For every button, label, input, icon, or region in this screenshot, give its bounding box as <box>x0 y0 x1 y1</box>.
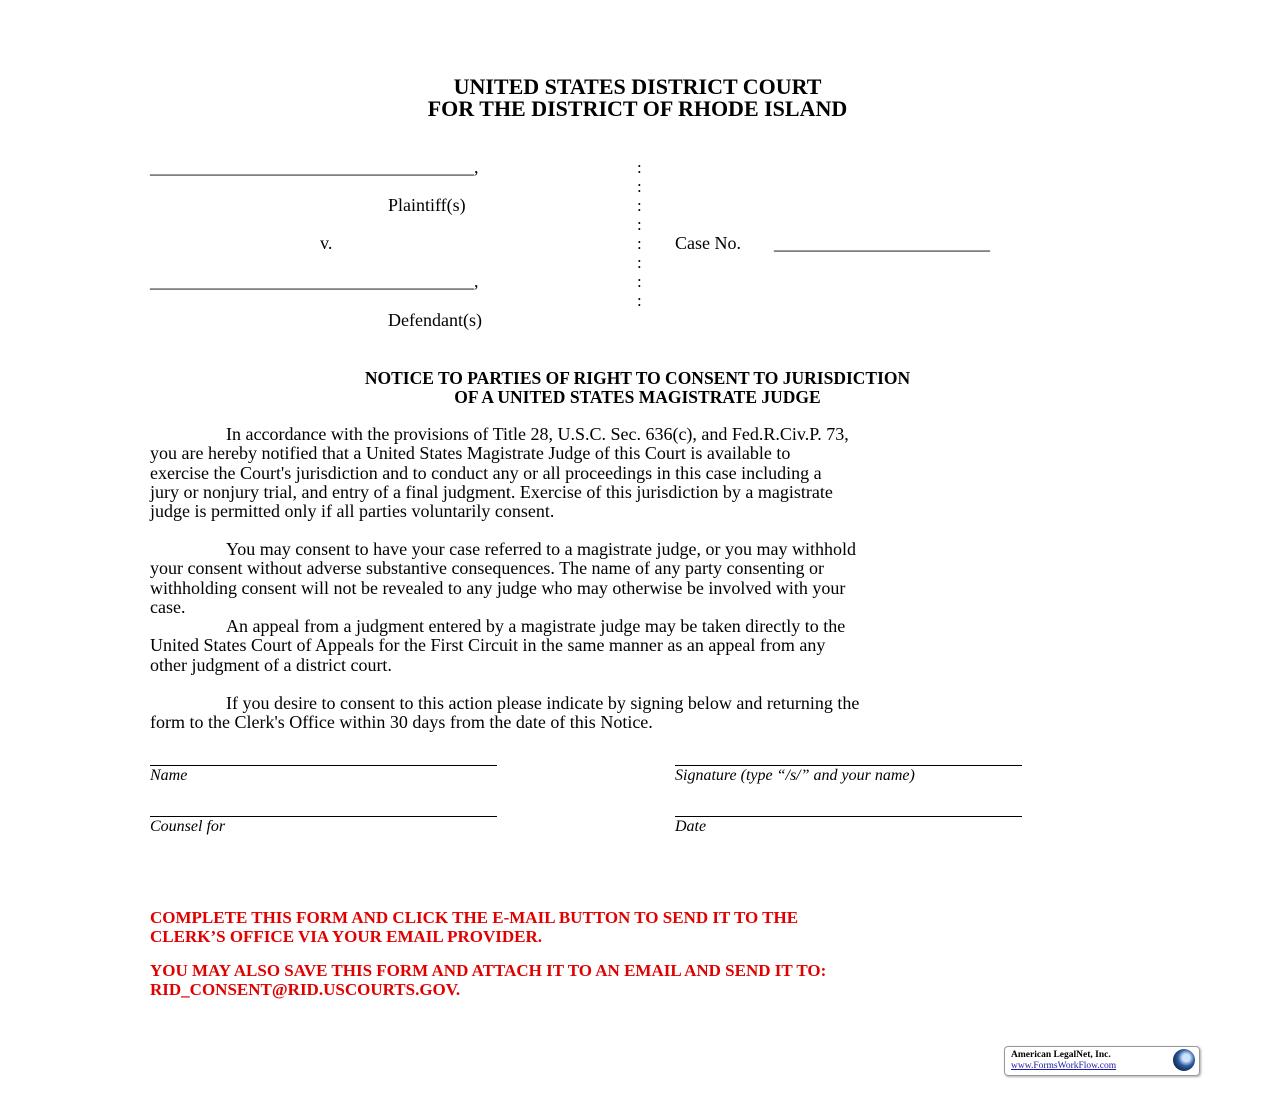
versus-label: v. <box>320 233 333 253</box>
instruction-email <box>150 908 798 946</box>
instruction-save <box>150 961 826 999</box>
text-line: judge is permitted only if all parties voluntarily consent. <box>150 501 555 522</box>
globe-icon <box>1173 1049 1195 1071</box>
caption-colon: : <box>637 177 642 196</box>
plaintiff-label: Plaintiff(s) <box>388 195 466 215</box>
counsel-for-label: Counsel for <box>150 818 226 835</box>
caption-colon: : <box>637 158 642 177</box>
text-line: United States Court of Appeals for the First Circuit in the same manner as an appeal from any <box>150 635 826 656</box>
caption-colon: : <box>637 196 642 215</box>
court-title-line2: FOR THE DISTRICT OF RHODE ISLAND <box>427 96 848 121</box>
counsel-for-field[interactable] <box>150 816 497 817</box>
name-field[interactable] <box>150 765 497 766</box>
court-title-line1: UNITED STATES DISTRICT COURT <box>453 74 822 99</box>
text-line: exercise the Court's jurisdiction and to conduct any or all proceedings in this case including a <box>150 462 822 483</box>
date-field[interactable] <box>675 816 1022 817</box>
text-line: form to the Clerk's Office within 30 days from the date of this Notice. <box>150 712 653 733</box>
caption-colon: : <box>637 272 642 291</box>
clerk-email-address: RID_CONSENT@RID.USCOURTS.GOV. <box>150 980 461 999</box>
notice-title-line1: NOTICE TO PARTIES OF RIGHT TO CONSENT TO JURISDICTION <box>364 368 911 388</box>
text-line: your consent without adverse substantive consequences. The name of any party consenting or <box>150 558 824 579</box>
caption-colon: : <box>637 253 642 272</box>
caption-colon: : <box>637 291 642 310</box>
text-line: withholding consent will not be revealed to any judge who may otherwise be involved with your <box>150 577 846 598</box>
signature-label: Signature (type “/s/” and your name) <box>675 767 915 784</box>
signature-field[interactable] <box>675 765 1022 766</box>
caption-colon: : <box>637 215 642 234</box>
text-line: you are hereby notified that a United States Magistrate Judge of this Court is available to <box>150 443 791 464</box>
text-line: If you desire to consent to this action please indicate by signing below and returning the <box>226 693 860 713</box>
text-line: case. <box>150 596 186 617</box>
instruction-line: CLERK’S OFFICE VIA YOUR EMAIL PROVIDER. <box>150 927 542 946</box>
logo-url-link[interactable]: www.FormsWorkFlow.com <box>1011 1061 1117 1071</box>
text-line: An appeal from a judgment entered by a magistrate judge may be taken directly to the <box>226 616 846 637</box>
instruction-line: YOU MAY ALSO SAVE THIS FORM AND ATTACH IT TO AN EMAIL AND SEND IT TO: <box>150 961 827 980</box>
paragraph-3 <box>150 694 859 733</box>
text-line: You may consent to have your case referred to a magistrate judge, or you may withhold <box>226 539 856 559</box>
case-number-field[interactable]: ________________________ <box>774 233 990 253</box>
caption-colon: : <box>637 234 642 253</box>
legalnet-logo[interactable] <box>1004 1046 1200 1076</box>
text-line: other judgment of a district court. <box>150 654 392 675</box>
date-label: Date <box>675 818 707 835</box>
name-label: Name <box>150 767 188 784</box>
instruction-line: COMPLETE THIS FORM AND CLICK THE E-MAIL BUTTON TO SEND IT TO THE <box>150 908 799 927</box>
plaintiff-name-field[interactable]: ____________________________________, <box>150 157 479 177</box>
notice-title-line2: OF A UNITED STATES MAGISTRATE JUDGE <box>454 387 821 407</box>
text-line: jury or nonjury trial, and entry of a final judgment. Exercise of this jurisdiction by a magistrate <box>150 481 833 502</box>
paragraph-2 <box>150 540 856 675</box>
logo-company: American LegalNet, Inc. <box>1011 1050 1111 1060</box>
case-number-label: Case No. <box>675 233 741 253</box>
defendant-label: Defendant(s) <box>388 310 482 330</box>
text-line: In accordance with the provisions of Title 28, U.S.C. Sec. 636(c), and Fed.R.Civ.P. 73, <box>226 424 849 444</box>
defendant-name-field[interactable]: ____________________________________, <box>150 271 479 291</box>
paragraph-1 <box>150 425 849 521</box>
